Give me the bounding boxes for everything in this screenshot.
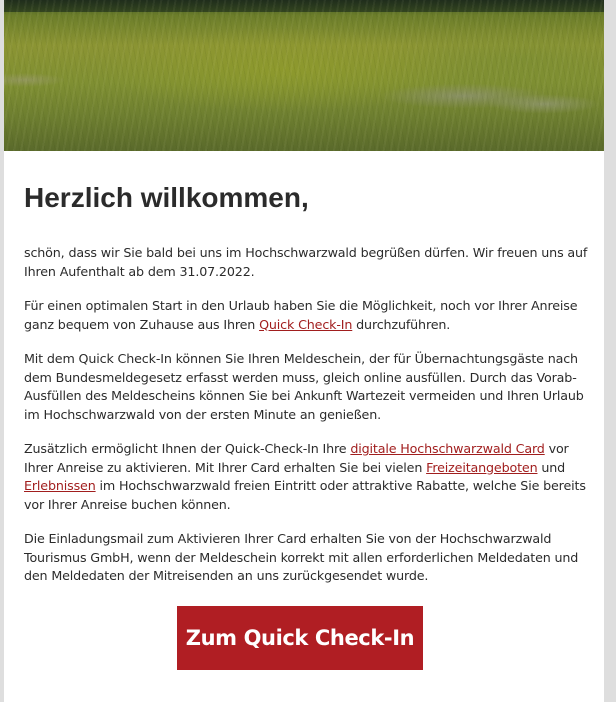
email-body (4, 0, 604, 702)
quick-checkin-text-after: durchzuführen. (352, 316, 451, 332)
hero-image-meadow (4, 0, 604, 151)
meldeschein-text: Mit dem Quick Check-In können Sie Ihren Meldeschein, der für Übernachtungsgäste nach dem Bundesmeldegesetz erfasst werden muss, gleich online ausfüllen. Durch das Vorab-Ausfüllen des Meldescheins können Sie bei Ankunft Wartezeit vermeiden und Ihren Urlaub im Hochschwarzwald von der ersten Minute an genießen. (24, 351, 584, 422)
email-content (24, 178, 592, 602)
quick-checkin-text-before: Für einen optimalen Start in den Urlaub haben Sie die Möglichkeit, noch vor Ihrer Anreise ganz bequem von Zuhause aus Ihren (24, 298, 578, 332)
freizeitangebote-link[interactable]: Freizeitangeboten (426, 459, 538, 475)
intro-paragraph (24, 244, 592, 281)
invitation-text: Die Einladungsmail zum Aktivieren Ihrer Card erhalten Sie von der Hochschwarzwald Tourismus GmbH, wenn der Meldeschein korrekt mit allen erforderlichen Meldedaten und den Meldedaten der Mitreisenden an uns zurückgesendet wurde. (24, 531, 579, 583)
quick-checkin-paragraph (24, 297, 592, 334)
card-paragraph (24, 440, 592, 514)
card-text-1: Zusätzlich ermöglicht Ihnen der Quick-Check-In Ihre (24, 441, 351, 456)
greeting-heading: Herzlich willkommen, (24, 182, 309, 213)
quick-checkin-link[interactable]: Quick Check-In (259, 316, 353, 332)
card-text-2: vor Ihrer Anreise zu aktivieren. Mit Ihrer Card erhalten Sie bei vielen (24, 441, 569, 475)
hero-image-grass-texture (4, 0, 604, 151)
quick-checkin-button[interactable]: Zum Quick Check-In (177, 606, 423, 670)
card-text-4: im Hochschwarzwald freien Eintritt oder attraktive Rabatte, welche Sie bereits vor Ihrer Anreise buchen können. (24, 478, 586, 512)
cta-container (177, 606, 423, 670)
meldeschein-paragraph (24, 350, 592, 424)
card-text-3: und (537, 459, 566, 475)
invitation-paragraph (24, 530, 592, 586)
intro-text: schön, dass wir Sie bald bei uns im Hochschwarzwald begrüßen dürfen. Wir freuen uns auf Ihren Aufenthalt ab dem 31.07.2022. (24, 245, 588, 279)
digital-card-link[interactable]: digitale Hochschwarzwald Card (350, 441, 545, 456)
erlebnisse-link[interactable]: Erlebnissen (24, 478, 96, 493)
